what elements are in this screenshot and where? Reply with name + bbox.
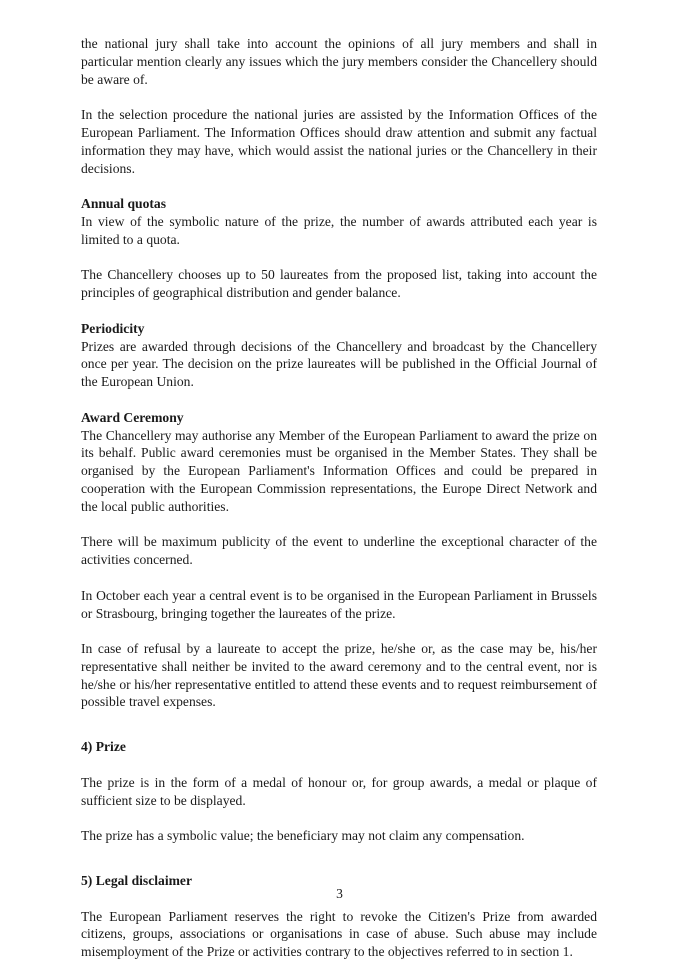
award-ceremony-paragraph-3: In October each year a central event is to be organised in the European Parliament in Brussels or Strasbourg, bringing together the laureates of the prize. [81,587,597,621]
award-ceremony-heading: Award Ceremony [81,409,184,425]
periodicity-heading: Periodicity [81,320,145,336]
award-ceremony-paragraph-2: There will be maximum publicity of the event to underline the exceptional character of the activities concerned. [81,534,597,568]
prize-heading: 4) Prize [81,739,126,755]
annual-quotas-paragraph-1: In view of the symbolic nature of the prize, the number of awards attributed each year is limited to a quota. [81,213,597,247]
legal-disclaimer-heading: 5) Legal disclaimer [81,873,192,889]
selection-paragraph: In the selection procedure the national juries are assisted by the Information Offices of the European Parliament. The Information Offices should draw attention and submit any factual information they may have, which would assist the national juries or the Chancellery in their decisions. [81,107,597,176]
award-ceremony-paragraph-4: In case of refusal by a laureate to accept the prize, he/she or, as the case may be, his/her representative shall neither be invited to the award ceremony and to the central event, nor is he/she or his/her representative entitled to attend these events and to request reimbursement of possible travel expenses. [81,641,597,710]
intro-paragraph: the national jury shall take into account the opinions of all jury members and shall in particular mention clearly any issues which the jury members consider the Chancellery should be aware of. [81,36,597,87]
annual-quotas-heading: Annual quotas [81,196,167,212]
prize-paragraph-2: The prize has a symbolic value; the beneficiary may not claim any compensation. [81,828,525,844]
legal-disclaimer-paragraph-1: The European Parliament reserves the right to revoke the Citizen's Prize from awarded citizens, groups, associations or organisations in case of abuse. Such abuse may include misemployment of the Prize or activities contrary to the objectives referred to in section 1. [81,908,597,960]
periodicity-paragraph-1: Prizes are awarded through decisions of the Chancellery and broadcast by the Chancellery once per year. The decision on the prize laureates will be published in the Official Journal of the European Union. [81,338,597,390]
page-number: 3 [336,886,343,901]
annual-quotas-paragraph-2: The Chancellery chooses up to 50 laureates from the proposed list, taking into account the principles of geographical distribution and gender balance. [81,267,597,301]
prize-paragraph-1: The prize is in the form of a medal of honour or, for group awards, a medal or plaque of sufficient size to be displayed. [81,774,597,808]
award-ceremony-paragraph-1: The Chancellery may authorise any Member of the European Parliament to award the prize on its behalf. Public award ceremonies must be organised in the Member States. They shall be organised by the European Parliament's Information Offices and could be prepared in cooperation with the European Commission representations, the Europe Direct Network and the local public authorities. [81,427,597,514]
document-page [81,35,597,961]
